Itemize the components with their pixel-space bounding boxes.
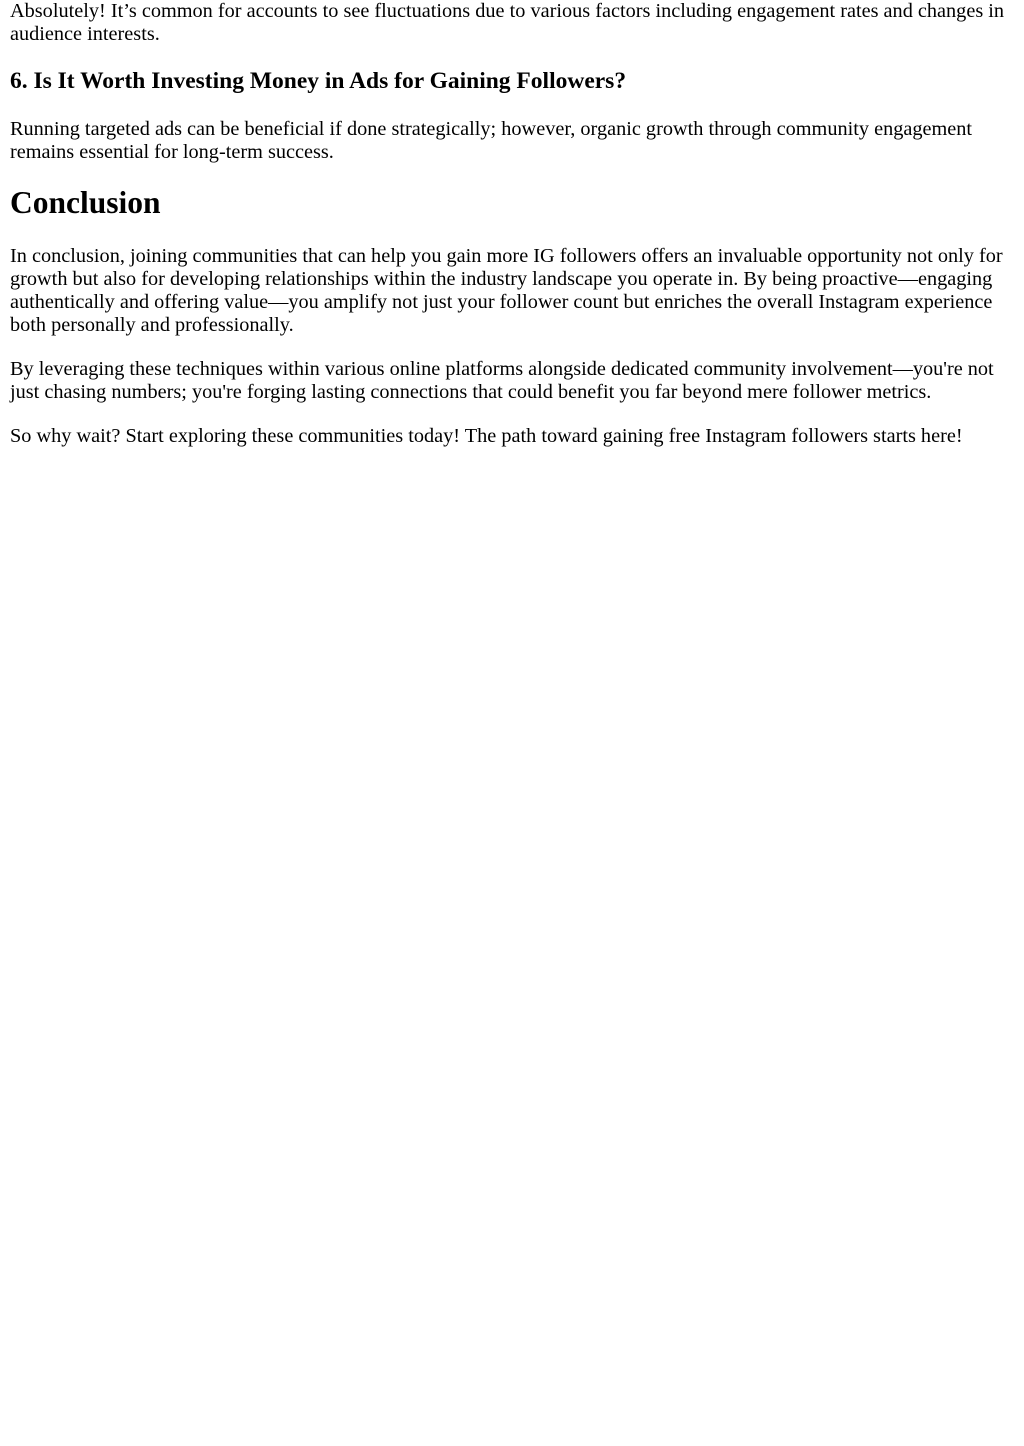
faq-answer-paragraph: Running targeted ads can be beneficial if done strategically; however, organic growth through community engagement remains essential for long-term success. xyxy=(10,118,973,163)
intro-paragraph: Absolutely! It’s common for accounts to see fluctuations due to various factors including engagement rates and changes in audience interests. xyxy=(10,0,1005,45)
article-body xyxy=(0,0,1024,448)
conclusion-paragraph: So why wait? Start exploring these communities today! The path toward gaining free Instagram followers starts here! xyxy=(10,425,963,447)
conclusion-paragraph: In conclusion, joining communities that can help you gain more IG followers offers an invaluable opportunity not only for growth but also for developing relationships within the industry landscape you operate in. By being proactive—engaging authentically and offering value—you amplify not just your follower count but enriches the overall Instagram experience both personally and professionally. xyxy=(10,245,1003,336)
conclusion-paragraph: By leveraging these techniques within various online platforms alongside dedicated community involvement—you're not just chasing numbers; you're forging lasting connections that could benefit you far beyond mere follower metrics. xyxy=(10,358,994,403)
faq-heading: 6. Is It Worth Investing Money in Ads for Gaining Followers? xyxy=(10,68,627,94)
conclusion-heading: Conclusion xyxy=(10,185,161,220)
